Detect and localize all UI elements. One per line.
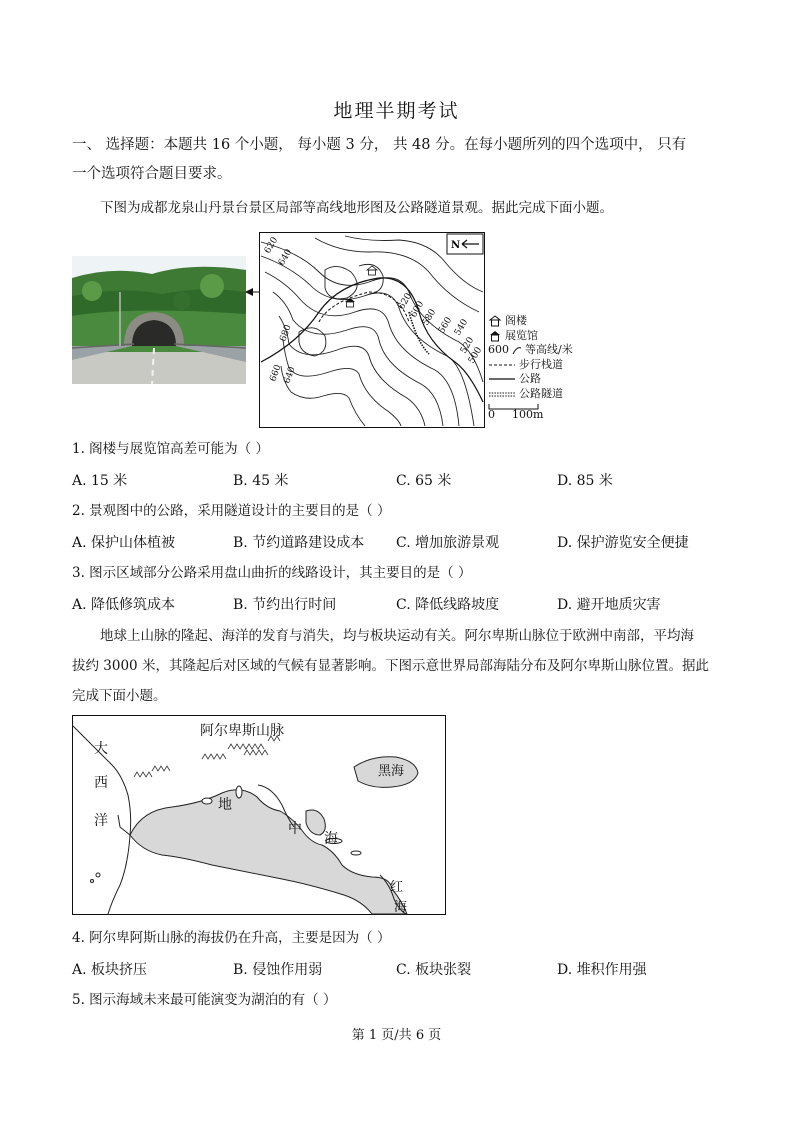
question-stem: 5. 图示海域未来最可能演变为湖泊的有（ ） — [72, 992, 337, 1008]
contour-label: 620 — [262, 235, 281, 256]
svg-text:红: 红 — [390, 880, 404, 895]
north-label: N — [451, 240, 461, 251]
svg-text:西: 西 — [94, 775, 108, 791]
group2-intro-line1: 地球上山脉的隆起、海洋的发育与消失，均与板块运动有关。阿尔卑斯山脉位于欧洲中南部，平均海 — [100, 628, 694, 644]
map-legend — [488, 314, 573, 421]
section-instruction-line2: 一个选项符合题目要求。 — [72, 166, 232, 182]
contour-label: 560 — [436, 315, 455, 336]
option-b[interactable]: B. 节约出行时间 — [233, 597, 337, 613]
option-d[interactable]: D. 85 米 — [557, 473, 613, 489]
option-a[interactable]: A. 15 米 — [72, 473, 128, 489]
legend-item: 公路 — [519, 372, 541, 385]
option-b[interactable]: B. 节约道路建设成本 — [233, 535, 365, 551]
svg-text:阿尔卑斯山脉: 阿尔卑斯山脉 — [200, 723, 284, 739]
svg-text:洋: 洋 — [94, 813, 108, 829]
scale-bar: 0 100m — [488, 403, 573, 421]
contour-label: 600 — [408, 299, 427, 320]
group2-intro-line2: 拔约 3000 米，其隆起后对区域的气候有显著影响。下图示意世界局部海陆分布及阿尔卑斯山脉位置。据此 — [72, 658, 709, 674]
contour-label: 620 — [396, 291, 415, 312]
group1-intro: 下图为成都龙泉山丹景台景区局部等高线地形图及公路隧道景观。据此完成下面小题。 — [100, 200, 613, 216]
tunnel-photo — [72, 256, 246, 384]
svg-text:黑海: 黑海 — [378, 764, 405, 779]
svg-text:中: 中 — [288, 821, 302, 837]
mediterranean-map — [72, 715, 446, 915]
legend-item: 步行栈道 — [519, 357, 563, 371]
contour-map — [259, 232, 485, 428]
question-stem: 3. 图示区域部分公路采用盘山曲折的线路设计，其主要目的是（ ） — [72, 565, 472, 581]
contour-label: 520 — [458, 335, 477, 356]
question-stem: 1. 阁楼与展览馆高差可能为（ ） — [72, 441, 269, 457]
option-c[interactable]: C. 增加旅游景观 — [396, 535, 500, 551]
svg-text:地: 地 — [218, 797, 232, 813]
option-b[interactable]: B. 45 米 — [233, 473, 289, 489]
contour-label: 540 — [452, 317, 471, 338]
question-stem: 4. 阿尔卑阿斯山脉的海拔仍在升高，主要是因为（ ） — [72, 930, 391, 946]
question-stem: 2. 景观图中的公路，采用隧道设计的主要目的是（ ） — [72, 503, 391, 519]
contour-label: 580 — [420, 307, 439, 328]
svg-text:海: 海 — [324, 831, 338, 847]
contour-label: 680 — [278, 323, 294, 344]
legend-item: 阁楼 — [488, 314, 573, 329]
page-footer: 第 1 页/共 6 页 — [351, 1028, 442, 1043]
option-d[interactable]: D. 堆积作用强 — [557, 962, 647, 978]
legend-item: 600 等高线/米 — [488, 343, 573, 356]
option-c[interactable]: C. 板块张裂 — [396, 962, 472, 978]
svg-text:海: 海 — [394, 900, 408, 915]
legend-item: 展览馆 — [488, 329, 573, 344]
option-c[interactable]: C. 65 米 — [396, 473, 452, 489]
option-c[interactable]: C. 降低线路坡度 — [396, 597, 500, 613]
contour-label: 660 — [268, 363, 284, 384]
option-d[interactable]: D. 避开地质灾害 — [557, 597, 661, 613]
legend-item: 公路隧道 — [519, 386, 563, 400]
group2-intro-line3: 完成下面小题。 — [72, 688, 167, 704]
option-a[interactable]: A. 保护山体植被 — [72, 535, 176, 551]
section-instruction-line1: 一、 选择题：本题共 16 个小题， 每小题 3 分， 共 48 分。在每小题所列的四个选项中， 只有 — [72, 137, 687, 153]
option-b[interactable]: B. 侵蚀作用弱 — [233, 962, 323, 978]
contour-label: 640 — [276, 247, 295, 268]
option-d[interactable]: D. 保护游览安全便捷 — [557, 535, 689, 551]
svg-text:大: 大 — [94, 741, 108, 757]
contour-label: 500 — [466, 345, 485, 366]
page-title: 地理半期考试 — [333, 100, 460, 122]
option-a[interactable]: A. 板块挤压 — [72, 962, 148, 978]
contour-label: 640 — [282, 365, 298, 386]
option-a[interactable]: A. 降低修筑成本 — [72, 597, 176, 613]
